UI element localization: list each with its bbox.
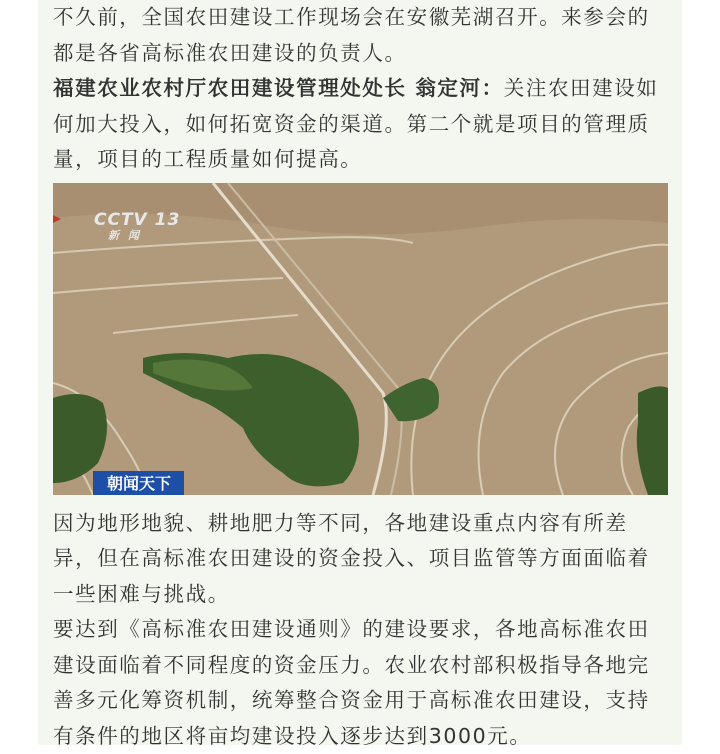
quote-text: 关注农田建设如何加大投入，如何拓宽资金的渠道。第二个就是项目的管理质量，项目的工程质量如何提高。 [53, 76, 659, 171]
intro-paragraph: 不久前，全国农田建设工作现场会在安徽芜湖召开。来参会的都是各省高标准农田建设的负责人。 [53, 5, 650, 65]
body-paragraph-2: 要达到《高标准农田建设通则》的建设要求，各地高标准农田建设面临着不同程度的资金压力。农业农村部积极指导各地完善多元化筹资机制，统筹整合资金用于高标准农田建设，支持有条件的地区将亩均建设投入逐步达到3000元。 [53, 617, 650, 748]
cctv-13-logo: CCTV 13 新闻 [94, 209, 181, 242]
body-paragraph-1: 因为地形地貌、耕地肥力等不同，各地建设重点内容有所差异，但在高标准农田建设的资金投入、项目监管等方面面临着一些困难与挑战。 [53, 510, 650, 606]
video-frame-image [53, 183, 668, 495]
article-content [53, 0, 669, 754]
quote-speaker: 福建农业农村厅农田建设管理处处长 翁定河： [53, 76, 504, 100]
program-badge: 朝闻天下 [93, 471, 184, 495]
quote-paragraph [53, 71, 669, 178]
